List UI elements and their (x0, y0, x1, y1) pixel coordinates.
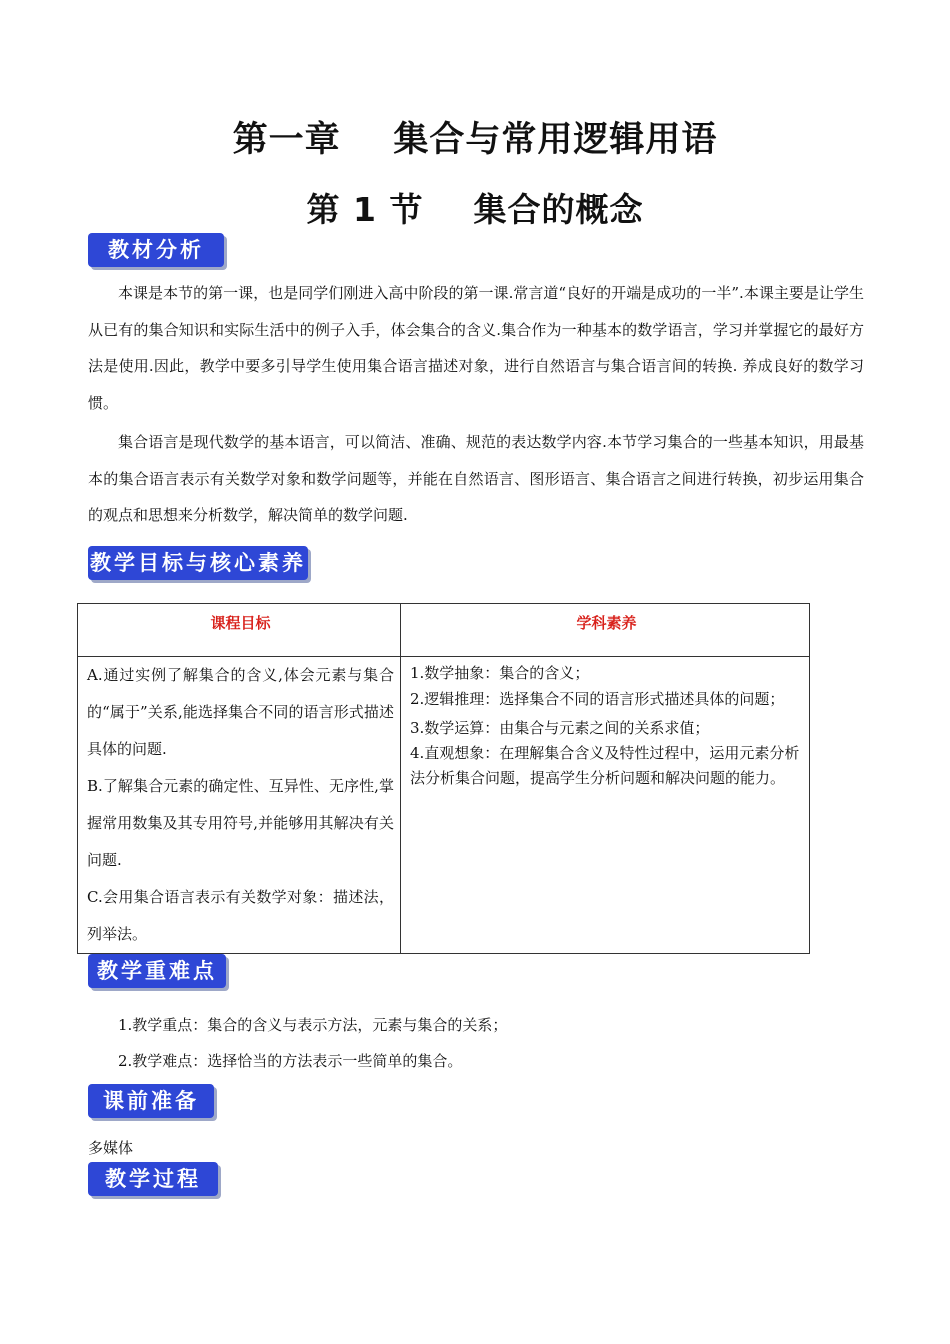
literacy-item-1: 1.数学抽象：集合的含义； (410, 664, 590, 682)
badge-preparation: 课前准备 (88, 1084, 214, 1118)
literacy-cell (401, 657, 810, 954)
analysis-paragraph-2: 集合语言是现代数学的基本语言，可以简洁、准确、规范的表达数学内容.本节学习集合的一些基本知识，用最基本的集合语言表示有关数学对象和数学问题等，并能在自然语言、图形语言、集合语言之间进行转换，初步运用集合的观点和思想来分析数学，解决简单的数学问题. (88, 433, 864, 524)
header-course-goals: 课程目标 (78, 604, 401, 657)
section-title: 第 1 节 集合的概念 (306, 190, 644, 229)
chapter-title: 第一章 集合与常用逻辑用语 (232, 120, 718, 160)
key-point-2: 2.教学难点：选择恰当的方法表示一些简单的集合。 (118, 1052, 463, 1070)
header-subject-literacy: 学科素养 (401, 604, 810, 657)
course-goal-b: B.了解集合元素的确定性、互异性、无序性,掌握常用数集及其专用符号,并能够用其解决有关问题. (87, 777, 394, 869)
objectives-table-body-row (78, 657, 810, 954)
literacy-item-3: 3.数学运算：由集合与元素之间的关系求值； (410, 719, 710, 737)
literacy-item-4: 4.直观想象：在理解集合含义及特性过程中，运用元素分析法分析集合问题，提高学生分析问题和解决问题的能力。 (410, 744, 800, 787)
course-goal-c: C.会用集合语言表示有关数学对象：描述法，列举法。 (87, 888, 394, 943)
analysis-paragraph-1: 本课是本节的第一课，也是同学们刚进入高中阶段的第一课.常言道“良好的开端是成功的一半”.本课主要是让学生从已有的集合知识和实际生活中的例子入手，体会集合的含义.集合作为一种基本的数学语言，学习并掌握它的最好方法是使用.因此，教学中要多引导学生使用集合语言描述对象，进行自然语言与集合语言间的转换. 养成良好的数学习惯。 (88, 284, 864, 412)
course-goal-a: A.通过实例了解集合的含义,体会元素与集合的“属于”关系,能选择集合不同的语言形式描述具体的问题. (87, 666, 394, 758)
badge-textbook-analysis: 教材分析 (88, 233, 224, 267)
objectives-table-header-row (78, 604, 810, 657)
preparation-text: 多媒体 (88, 1139, 134, 1157)
literacy-item-2: 2.逻辑推理：选择集合不同的语言形式描述具体的问题； (410, 690, 785, 708)
badge-key-points: 教学重难点 (88, 954, 226, 988)
badge-objectives: 教学目标与核心素养 (88, 546, 308, 580)
course-goals-cell (78, 657, 401, 954)
badge-teaching-process: 教学过程 (88, 1162, 218, 1196)
key-point-1: 1.教学重点：集合的含义与表示方法，元素与集合的关系； (118, 1016, 508, 1034)
objectives-table (77, 603, 810, 954)
